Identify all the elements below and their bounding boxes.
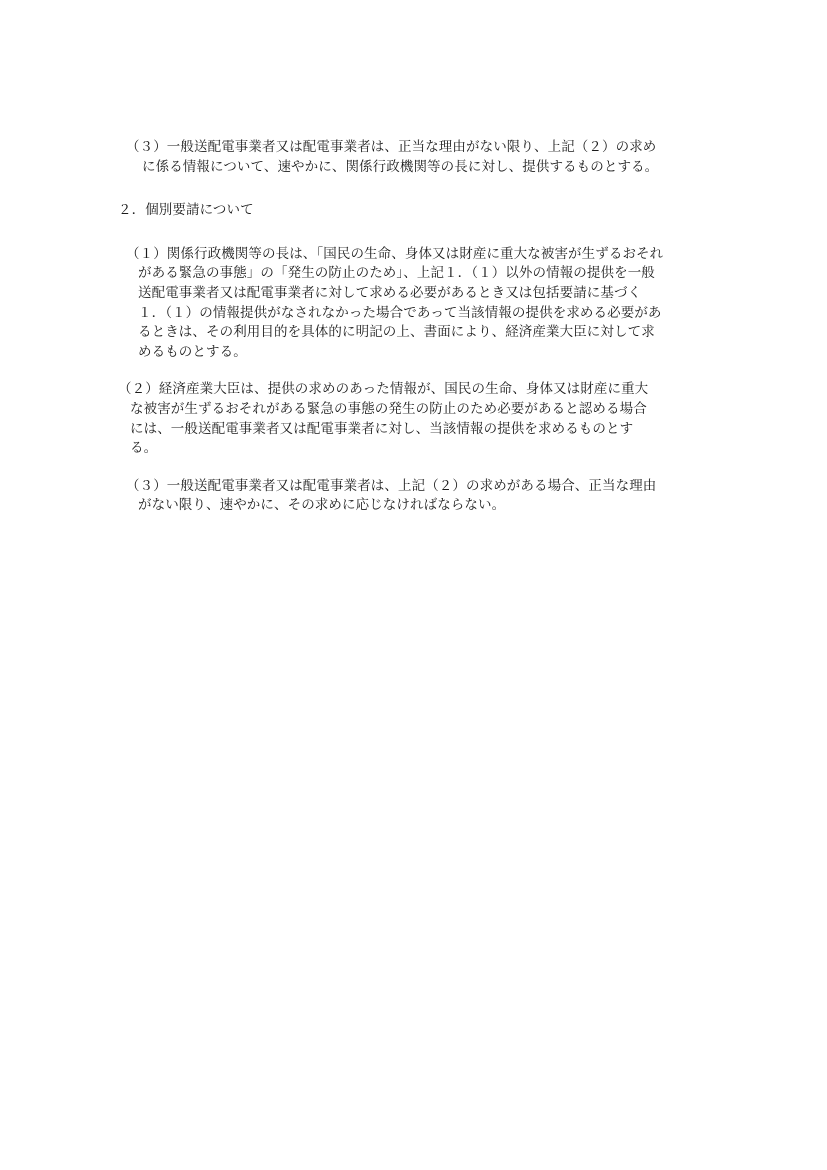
- text-line: （３）一般送配電事業者又は配電事業者は、正当な理由がない限り、上記（２）の求め: [126, 139, 657, 155]
- text-line: （２）経済産業大臣は、提供の求めのあった情報が、国民の生命、身体又は財産に重大: [118, 381, 649, 398]
- section-2-heading: ２．個別要請について: [118, 202, 254, 219]
- text-line: るときは、その利用目的を具体的に明記の上、書面により、経済産業大臣に対して求: [138, 324, 655, 341]
- text-line: （１）関係行政機関等の長は、「国民の生命、身体又は財産に重大な被害が生ずるおそれ: [126, 245, 664, 262]
- text-line: に係る情報について、速やかに、関係行政機関等の長に対し、提供するものとする。: [142, 158, 659, 175]
- text-line: 送配電事業者又は配電事業者に対して求める必要があるとき又は包括要請に基づく: [138, 284, 642, 301]
- paragraph-2-1: [118, 245, 708, 363]
- text-line: １．（１）の情報提供がなされなかった場合であって当該情報の提供を求める必要があ: [138, 304, 662, 321]
- paragraph-2-2: [118, 380, 708, 458]
- paragraph-1-3: [118, 138, 708, 177]
- text-line: がない限り、速やかに、その求めに応じなければならない。: [138, 497, 506, 514]
- text-line: る。: [130, 440, 158, 457]
- text-line: めるものとする。: [138, 343, 247, 360]
- text-line: （３）一般送配電事業者又は配電事業者は、上記（２）の求めがある場合、正当な理由: [126, 477, 657, 494]
- text-line: な被害が生ずるおそれがある緊急の事態の発生の防止のため必要があると認める場合: [130, 400, 647, 417]
- text-line: がある緊急の事態」の「発生の防止のため」、上記１．（１）以外の情報の提供を一般: [138, 265, 655, 282]
- text-line: には、一般送配電事業者又は配電事業者に対し、当該情報の提供を求めるものとす: [130, 420, 634, 437]
- paragraph-2-3: [118, 477, 708, 516]
- document-body: [118, 138, 708, 516]
